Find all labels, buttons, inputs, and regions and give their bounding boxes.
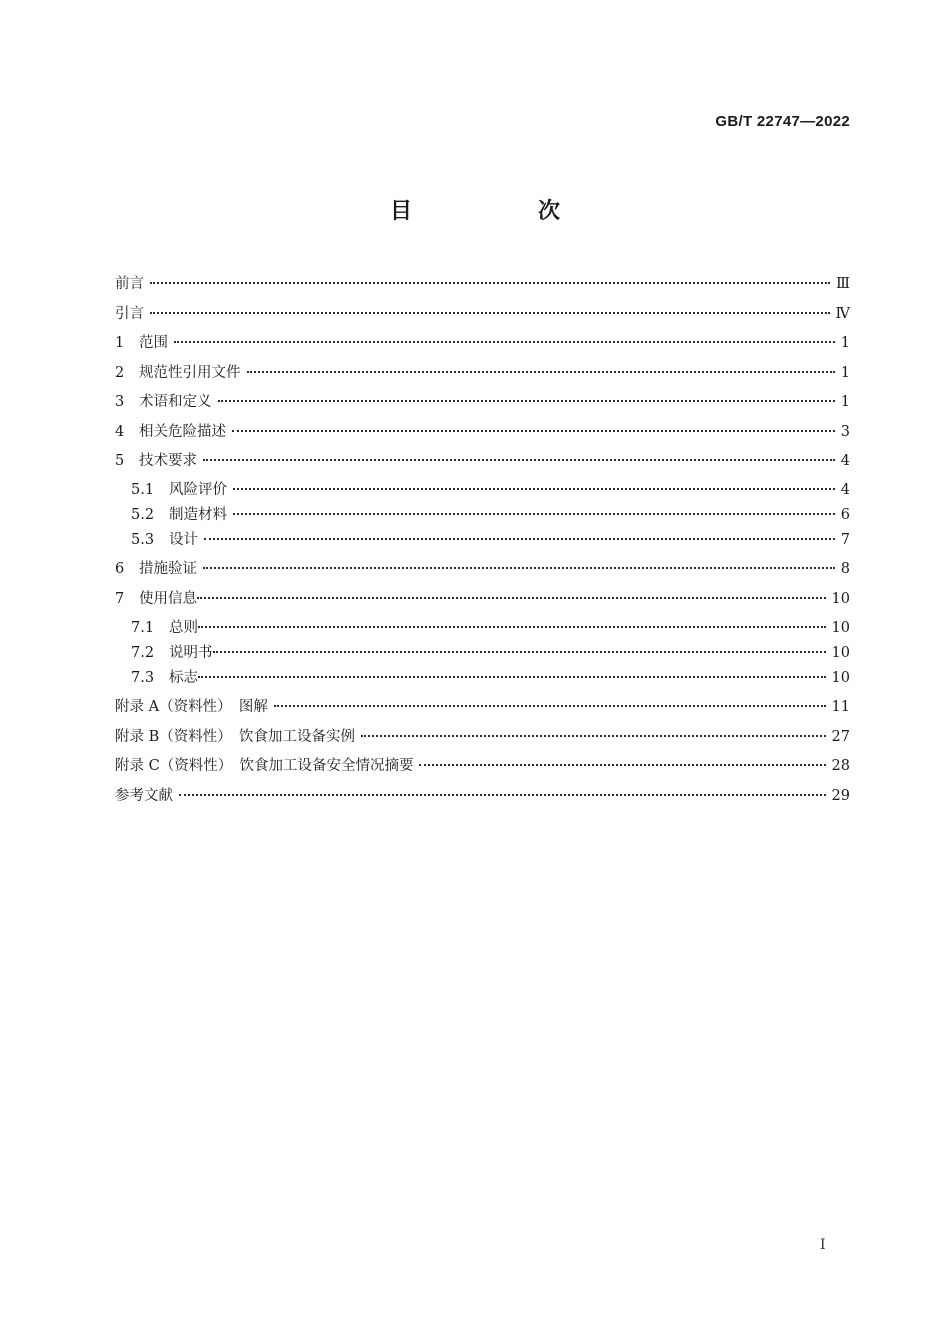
toc-entry-3[interactable] (115, 390, 850, 414)
toc-entry-7[interactable] (115, 587, 850, 611)
toc-dot-leader (203, 459, 835, 461)
toc-entry-text: 规范性引用文件 (139, 365, 241, 381)
toc-entry-page: 29 (831, 788, 850, 804)
toc-entry-text: 附录 A（资料性） 图解 (115, 699, 268, 715)
toc-entry-5-1[interactable] (115, 478, 850, 502)
toc-entry-text: 术语和定义 (139, 394, 212, 410)
toc-dot-leader (274, 705, 826, 707)
toc-entry-text: 技术要求 (139, 453, 197, 469)
toc-entry-text: 制造材料 (169, 507, 227, 523)
toc-dot-leader (204, 538, 835, 540)
toc-dot-leader (233, 513, 835, 515)
toc-dot-leader (419, 764, 825, 766)
toc-entry-text: 风险评价 (169, 482, 227, 498)
toc-entry-number: 3 (115, 394, 125, 410)
toc-dot-leader (218, 400, 835, 402)
toc-dot-leader (233, 488, 835, 490)
toc-entry-number: 1 (115, 335, 125, 351)
toc-entry-text: 标志 (169, 670, 198, 686)
toc-entry-number: 7.2 (131, 645, 155, 661)
toc-entry-7-1[interactable] (115, 616, 850, 640)
toc-entry-text: 引言 (115, 306, 144, 322)
toc-entry-number: 5.2 (131, 507, 155, 523)
page-number: I (820, 1237, 826, 1253)
toc-entry-annex-a[interactable] (115, 695, 850, 719)
toc-entry-text: 相关危险描述 (139, 424, 226, 440)
toc-entry-7-2[interactable] (115, 641, 850, 665)
toc-entry-page: 6 (840, 507, 850, 523)
toc-entry-page: Ⅳ (835, 306, 850, 322)
toc-entry-text: 总则 (169, 620, 198, 636)
toc-dot-leader (247, 371, 835, 373)
toc-entry-text: 说明书 (169, 645, 213, 661)
toc-entry-text: 使用信息 (139, 591, 197, 607)
toc-entry-bibliography[interactable] (115, 784, 850, 808)
toc-dot-leader (150, 312, 830, 314)
toc-entry-7-3[interactable] (115, 666, 850, 690)
toc-entry-page: 27 (831, 729, 850, 745)
toc-entry-5[interactable] (115, 449, 850, 473)
toc-title: 目 次 (389, 199, 612, 224)
toc-dot-leader (203, 567, 835, 569)
toc-entry-page: 4 (840, 453, 850, 469)
toc-entry-page: 10 (831, 591, 850, 607)
toc-dot-leader (150, 282, 830, 284)
toc-entry-6[interactable] (115, 557, 850, 581)
toc-entry-text: 设计 (169, 532, 198, 548)
toc-entry-page: 1 (840, 394, 850, 410)
toc-dot-leader (361, 735, 826, 737)
toc-entry-text: 范围 (139, 335, 168, 351)
toc-entry-2[interactable] (115, 361, 850, 385)
toc-entry-introduction[interactable] (115, 302, 850, 326)
toc-dot-leader (179, 794, 826, 796)
toc-entry-text: 措施验证 (139, 561, 197, 577)
toc-entry-number: 7 (115, 591, 125, 607)
toc-dot-leader (197, 597, 826, 599)
toc-entry-page: 10 (831, 645, 850, 661)
toc-entry-page: 1 (840, 335, 850, 351)
toc-entry-text: 前言 (115, 276, 144, 292)
toc-entry-4[interactable] (115, 420, 850, 444)
toc-entry-page: 10 (831, 620, 850, 636)
toc-entry-text: 参考文献 (115, 788, 173, 804)
toc-dot-leader (232, 430, 835, 432)
toc-entry-page: 11 (831, 699, 850, 715)
toc-entry-annex-c[interactable] (115, 754, 850, 778)
toc-entry-1[interactable] (115, 331, 850, 355)
toc-entry-number: 7.3 (131, 670, 155, 686)
toc-entry-text: 附录 B（资料性） 饮食加工设备实例 (115, 729, 356, 745)
toc-entry-page: 28 (831, 758, 850, 774)
standard-number: GB/T 22747—2022 (715, 113, 850, 130)
toc-entry-number: 7.1 (131, 620, 155, 636)
toc-entry-page: 3 (840, 424, 850, 440)
toc-entry-5-3[interactable] (115, 528, 850, 552)
toc-entry-number: 5 (115, 453, 125, 469)
toc-entry-number: 5.1 (131, 482, 155, 498)
toc-entry-number: 5.3 (131, 532, 155, 548)
toc-entry-page: 7 (840, 532, 850, 548)
toc-dot-leader (174, 341, 835, 343)
toc-dot-leader (213, 651, 826, 653)
toc-entry-annex-b[interactable] (115, 725, 850, 749)
toc-entry-page: Ⅲ (836, 276, 850, 292)
toc-entry-foreword[interactable] (115, 272, 850, 296)
toc-entry-number: 2 (115, 365, 125, 381)
toc-entry-page: 1 (840, 365, 850, 381)
toc-entry-page: 10 (831, 670, 850, 686)
toc-entry-page: 8 (840, 561, 850, 577)
toc-entry-5-2[interactable] (115, 503, 850, 527)
toc-entry-number: 4 (115, 424, 125, 440)
toc-dot-leader (198, 626, 826, 628)
toc-dot-leader (198, 676, 826, 678)
toc-entry-number: 6 (115, 561, 125, 577)
toc-entry-page: 4 (840, 482, 850, 498)
toc-entry-text: 附录 C（资料性） 饮食加工设备安全情况摘要 (115, 758, 414, 774)
